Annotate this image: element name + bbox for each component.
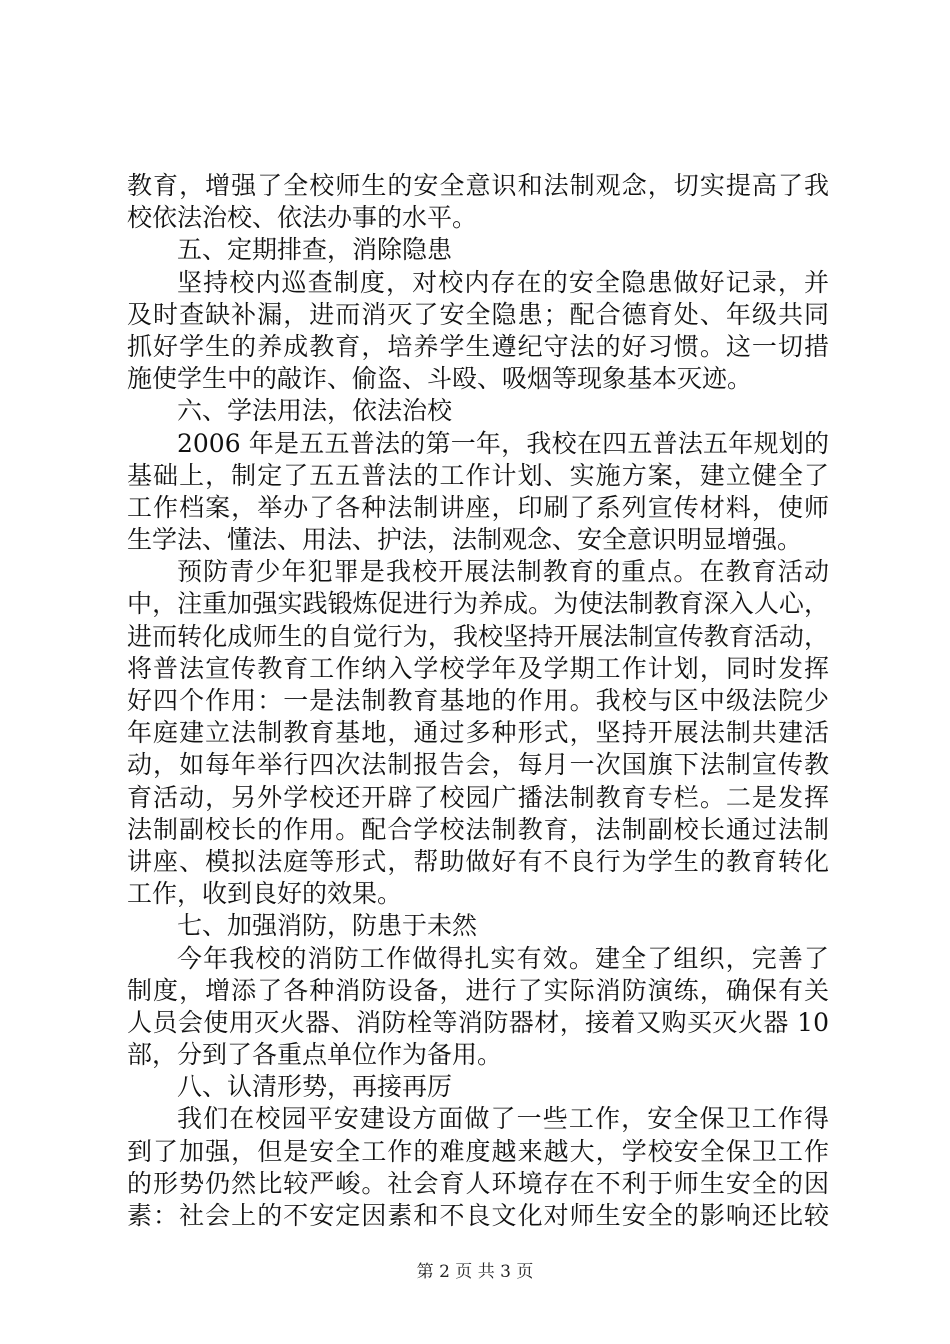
paragraph-line: 素：社会上的不安定因素和不良文化对师生安全的影响还比较 bbox=[127, 1201, 829, 1230]
paragraph-line: 预防青少年犯罪是我校开展法制教育的重点。在教育活动 bbox=[177, 557, 829, 587]
paragraph-line: 将普法宣传教育工作纳入学校学年及学期工作计划，同时发挥 bbox=[127, 653, 829, 683]
paragraph-line: 制度，增添了各种消防设备，进行了实际消防演练，确保有关 bbox=[127, 975, 829, 1005]
section-heading: 七、加强消防，防患于未然 bbox=[177, 911, 478, 941]
paragraph-line: 动，如每年举行四次法制报告会，每月一次国旗下法制宣传教 bbox=[127, 750, 829, 780]
paragraph-line: 坚持校内巡查制度，对校内存在的安全隐患做好记录，并 bbox=[177, 267, 829, 297]
paragraph-line: 基础上，制定了五五普法的工作计划、实施方案，建立健全了 bbox=[127, 460, 829, 490]
paragraph-line: 抓好学生的养成教育，培养学生遵纪守法的好习惯。这一切措 bbox=[127, 331, 829, 361]
paragraph-line: 到了加强，但是安全工作的难度越来越大，学校安全保卫工作 bbox=[127, 1136, 829, 1166]
paragraph-line: 中，注重加强实践锻炼促进行为养成。为使法制教育深入人心， bbox=[127, 589, 829, 619]
paragraph-line: 讲座、模拟法庭等形式，帮助做好有不良行为学生的教育转化 bbox=[127, 846, 829, 876]
paragraph-line: 的形势仍然比较严峻。社会育人环境存在不利于师生安全的因 bbox=[127, 1168, 829, 1198]
paragraph-line: 生学法、懂法、用法、护法，法制观念、安全意识明显增强。 bbox=[127, 525, 803, 555]
section-heading: 八、认清形势，再接再厉 bbox=[177, 1072, 453, 1102]
paragraph-line: 育活动，另外学校还开辟了校园广播法制教育专栏。二是发挥 bbox=[127, 782, 829, 812]
paragraph-line: 人员会使用灭火器、消防栓等消防器材，接着又购买灭火器 10 bbox=[127, 1007, 829, 1037]
paragraph-line: 法制副校长的作用。配合学校法制教育，法制副校长通过法制 bbox=[127, 814, 829, 844]
paragraph-line: 施使学生中的敲诈、偷盗、斗殴、吸烟等现象基本灭迹。 bbox=[127, 364, 753, 394]
paragraph-line: 教育，增强了全校师生的安全意识和法制观念，切实提高了我 bbox=[127, 171, 829, 200]
paragraph-line: 及时查缺补漏，进而消灭了安全隐患；配合德育处、年级共同 bbox=[127, 299, 829, 329]
paragraph-line: 工作档案，举办了各种法制讲座，印刷了系列宣传材料，使师 bbox=[127, 492, 829, 522]
document-body bbox=[127, 170, 829, 1232]
paragraph-line: 进而转化成师生的自觉行为，我校坚持开展法制宣传教育活动， bbox=[127, 621, 829, 651]
paragraph-line: 2006 年是五五普法的第一年，我校在四五普法五年规划的 bbox=[177, 428, 829, 458]
paragraph-line: 工作，收到良好的效果。 bbox=[127, 879, 403, 909]
paragraph-line: 部，分到了各重点单位作为备用。 bbox=[127, 1040, 503, 1070]
paragraph-line: 我们在校园平安建设方面做了一些工作，安全保卫工作得 bbox=[177, 1104, 829, 1134]
paragraph-line: 年庭建立法制教育基地，通过多种形式，坚持开展法制共建活 bbox=[127, 718, 829, 748]
page-footer: 第 2 页 共 3 页 bbox=[416, 1262, 534, 1282]
paragraph-line: 今年我校的消防工作做得扎实有效。建全了组织，完善了 bbox=[177, 943, 829, 973]
paragraph-line: 好四个作用：一是法制教育基地的作用。我校与区中级法院少 bbox=[127, 686, 829, 715]
section-heading: 五、定期排查，消除隐患 bbox=[177, 235, 453, 265]
paragraph-line: 校依法治校、依法办事的水平。 bbox=[127, 203, 478, 233]
section-heading: 六、学法用法，依法治校 bbox=[177, 396, 453, 426]
